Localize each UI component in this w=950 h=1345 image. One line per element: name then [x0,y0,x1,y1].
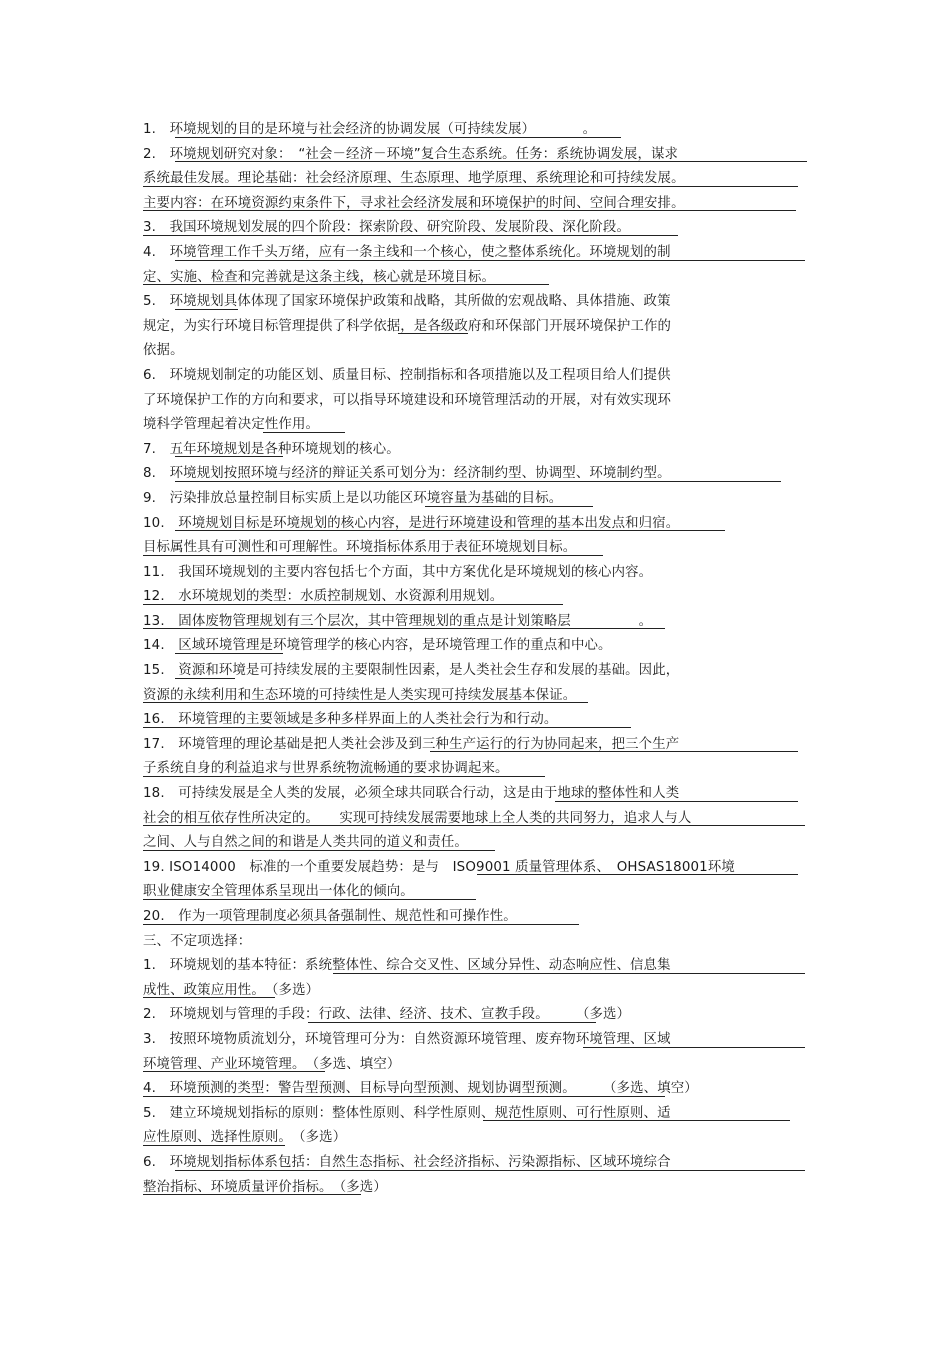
text-line [143,118,808,143]
line-text: 职业健康安全管理体系呈现出一体化的倾向。 [143,884,414,900]
line-text: 三、不定项选择： [143,933,252,949]
underline-rule [143,604,563,605]
line-text: 10. 环境规划目标是环境规划的核心内容，是进行环境建设和管理的基本出发点和归宿。 [143,515,680,531]
text-line [143,364,808,389]
line-text: 6. 环境规划制定的功能区划、质量目标、控制指标和各项措施以及工程项目给人们提供 [143,367,671,383]
underline-rule [175,653,283,654]
line-text: 4. 环境管理工作千头万绪，应有一条主线和一个核心，使之整体系统化。环境规划的制 [143,244,671,260]
line-text: 19. ISO14000 标准的一个重要发展趋势：是与 ISO9001 质量管理体系、 OHSAS18001环境 [143,859,735,875]
text-line [143,905,808,930]
underline-rule [143,776,545,777]
line-text: 整治指标、环境质量评价指标。 （多选） [143,1179,387,1195]
line-text: 1. 环境规划的基本特征：系统整体性、综合交叉性、区域分异性、动态响应性、信息集 [143,958,671,974]
line-text: 16. 环境管理的主要领域是多种多样界面上的人类社会行为和行动。 [143,712,558,728]
text-line [143,266,808,291]
text-line [143,1003,808,1028]
text-line [143,1028,808,1053]
underline-rule [175,481,781,482]
text-line [143,807,808,832]
text-line [143,954,808,979]
line-text: 5. 环境规划具体体现了国家环境保护政策和战略，其所做的宏观战略、具体措施、政策 [143,294,671,310]
line-text: 13. 固体废物管理规划有三个层次，其中管理规划的重点是计划策略层 。 [143,613,653,629]
text-line [143,143,808,168]
text-line [143,290,808,315]
line-text: 社会的相互依存性所决定的。 实现可持续发展需要地球上全人类的共同努力，追求人与人 [143,810,692,826]
line-text: 5. 建立环境规划指标的原则：整体性原则、科学性原则、规范性原则、可行性原则、适 [143,1105,671,1121]
line-text: 18. 可持续发展是全人类的发展，必须全球共同联合行动，这是由于地球的整体性和人类 [143,786,680,802]
document-page [143,118,808,1200]
text-line [143,389,808,414]
line-text: 20. 作为一项管理制度必须具备强制性、规范性和可操作性。 [143,909,517,924]
line-text: 环境管理、产业环境管理。 （多选、填空） [143,1056,401,1072]
line-text: 11. 我国环境规划的主要内容包括七个方面，其中方案优化是环境规划的核心内容。 [143,564,653,580]
line-text: 15. 资源和环境是可持续发展的主要限制性因素，是人类社会生存和发展的基础。因此， [143,663,680,679]
text-line [143,413,808,438]
line-text: 应性原则、选择性原则。 （多选） [143,1130,347,1146]
line-text: 定、实施、检查和完善就是这条主线，核心就是环境目标。 [143,269,496,285]
text-line [143,339,808,364]
text-line [143,684,808,709]
text-line [143,1102,808,1127]
line-text: 17. 环境管理的理论基础是把人类社会涉及到三种生产运行的行为协同起来，把三个生产 [143,736,680,752]
text-line [143,782,808,807]
text-line [143,438,808,463]
text-line [143,462,808,487]
text-line [143,831,808,856]
line-text: 1. 环境规划的目的是环境与社会经济的协调发展（可持续发展） 。 [143,122,597,137]
text-line [143,634,808,659]
text-line [143,979,808,1004]
text-line [143,512,808,537]
underline-rule [143,1145,285,1146]
text-line [143,1077,808,1102]
text-line [143,167,808,192]
line-text: 目标属性具有可测性和可理解性。环境指标体系用于表征环境规划目标。 [143,540,577,556]
line-text: 3. 我国环境规划发展的四个阶段：探索阶段、研究阶段、发展阶段、深化阶段。 [143,220,630,236]
line-text: 规定，为实行环境目标管理提供了科学依据，是各级政府和环保部门开展环境保护工作的 [143,318,672,334]
line-text: 境科学管理起着决定性作用。 [143,417,320,433]
line-text: 了环境保护工作的方向和要求，可以指导环境建设和环境管理活动的开展，对有效实现环 [143,392,672,408]
line-text: 2. 环境规划与管理的手段：行政、法律、经济、技术、宣教手段。 （多选） [143,1007,631,1023]
text-line [143,708,808,733]
text-line [143,1053,808,1078]
text-line [143,216,808,241]
text-line [143,1151,808,1176]
underline-rule [143,235,678,236]
line-text: 8. 环境规划按照环境与经济的辩证关系可划分为：经济制约型、协调型、环境制约型。 [143,466,671,482]
text-line [143,192,808,217]
text-line [143,610,808,635]
line-text: 2. 环境规划研究对象： “社会－经济－环境”复合生态系统。任务：系统协调发展，谋求 [143,146,679,162]
line-text: 系统最佳发展。理论基础：社会经济原理、生态原理、地学原理、系统理论和可持续发展。 [143,171,685,187]
line-text: 9. 污染排放总量控制目标实质上是以功能区环境容量为基础的目标。 [143,490,563,506]
line-text: 成性、政策应用性。 （多选） [143,982,320,998]
text-line [143,561,808,586]
text-line [143,1126,808,1151]
line-text: 6. 环境规划指标体系包括：自然生态指标、社会经济指标、污染源指标、区域环境综合 [143,1154,671,1170]
underline-rule [308,1022,596,1023]
text-line [143,856,808,881]
line-text: 子系统自身的利益追求与世界系统物流畅通的要求协调起来。 [143,761,509,777]
line-text: 依据。 [143,343,184,359]
text-line [143,315,808,340]
line-text: 7. 五年环境规划是各种环境规划的核心。 [143,441,400,457]
text-line [143,930,808,955]
line-text: 4. 环境预测的类型：警告型预测、目标导向型预测、规划协调型预测。 （多选、填空） [143,1081,698,1097]
underline-rule [143,899,476,900]
text-line [143,659,808,684]
text-line [143,757,808,782]
line-text: 3. 按照环境物质流划分，环境管理可分为：自然资源环境管理、废弃物环境管理、区域 [143,1031,671,1047]
line-text: 12. 水环境规划的类型：水质控制规划、水资源利用规划。 [143,589,504,605]
text-line [143,487,808,512]
text-line [143,241,808,266]
line-text: 主要内容：在环境资源约束条件下，寻求社会经济发展和环境保护的时间、空间合理安排。 [143,195,685,211]
text-line [143,733,808,758]
text-line [143,1176,808,1201]
text-line [143,585,808,610]
line-text: 之间、人与自然之间的和谐是人类共同的道义和责任。 [143,835,468,851]
text-line [143,880,808,905]
text-line [143,536,808,561]
line-text: 资源的永续利用和生态环境的可持续性是人类实现可持续发展基本保证。 [143,687,577,703]
line-text: 14. 区域环境管理是环境管理学的核心内容，是环境管理工作的重点和中心。 [143,638,612,654]
